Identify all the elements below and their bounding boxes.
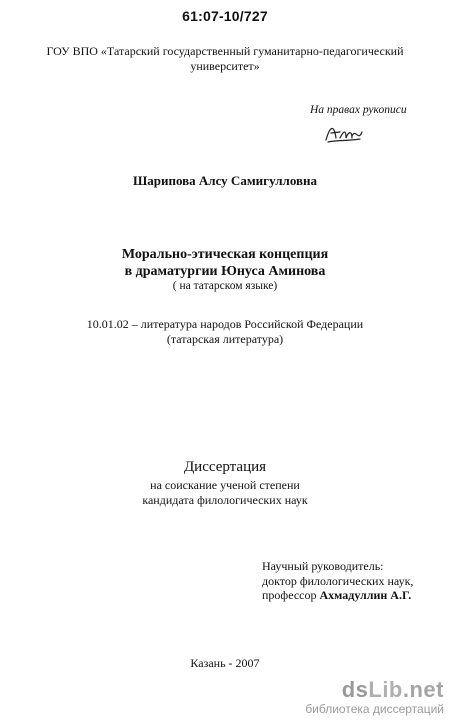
manuscript-rights-note: На правах рукописи: [310, 104, 407, 116]
watermark-logo-lib: Lib: [368, 677, 403, 702]
specialty-line-2: (татарская литература): [166, 332, 284, 346]
specialty-line-1: 10.01.02 – литература народов Российской Федерации: [86, 317, 364, 331]
city-year: Казань - 2007: [190, 656, 260, 670]
dissertation-title: [0, 246, 450, 280]
organization-line-2: университет»: [190, 59, 260, 73]
organization-line-1: ГОУ ВПО «Татарский государственный гуманитарно-педагогический: [46, 44, 404, 58]
advisor-line-2: доктор филологических наук,: [262, 573, 414, 588]
degree-line-2: кандидата филологических наук: [142, 493, 308, 507]
title-line-1: Морально-этическая концепция: [121, 247, 329, 262]
watermark-logo-net: .net: [402, 677, 444, 702]
specialty-code: [0, 317, 450, 347]
catalog-number: 61:07-10/727: [182, 8, 268, 24]
degree-line-1: на соискание ученой степени: [150, 478, 300, 492]
degree-statement: [0, 478, 450, 508]
watermark-logo-ds: ds: [341, 677, 369, 702]
signature-image: [322, 120, 366, 146]
dissertation-label: Диссертация: [183, 459, 267, 475]
advisor-line-1: Научный руководитель:: [262, 559, 384, 573]
language-note: ( на татарском языке): [172, 280, 278, 292]
watermark-logo[interactable]: [305, 679, 444, 701]
organization-name: [30, 44, 420, 74]
advisor-name: Ахмадуллин А.Г.: [319, 588, 412, 602]
title-line-2: в драматургии Юнуса Аминова: [124, 264, 326, 279]
advisor-line-3: [262, 588, 413, 603]
watermark[interactable]: [305, 679, 444, 716]
watermark-caption: библиотека диссертаций: [305, 702, 444, 716]
advisor-title: профессор: [262, 588, 317, 602]
author-name: Шарипова Алсу Самигулловна: [132, 173, 318, 188]
scientific-advisor: [262, 559, 413, 603]
